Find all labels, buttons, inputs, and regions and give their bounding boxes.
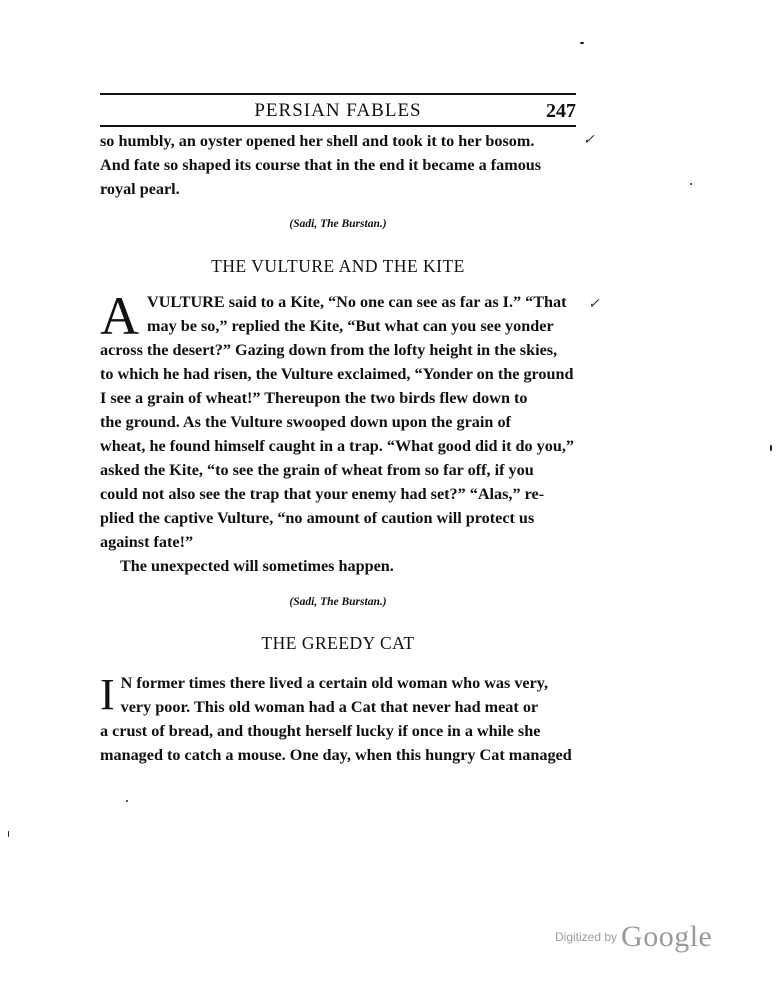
drop-cap: I	[100, 670, 115, 719]
text-line: across the desert?” Gazing down from the lofty height in the skies,	[100, 341, 558, 359]
scan-speck	[126, 800, 128, 802]
fable-title: THE VULTURE AND THE KITE	[211, 256, 465, 276]
google-logo: Google	[621, 920, 713, 953]
drop-cap: A	[100, 286, 139, 346]
scan-speck	[690, 183, 692, 185]
running-title: PERSIAN FABLES	[254, 100, 422, 121]
text-line: royal pearl.	[100, 180, 180, 198]
header-rule-bottom	[100, 125, 576, 127]
page-number: 247	[546, 100, 576, 122]
text-line: And fate so shaped its course that in the end it became a famous	[100, 156, 542, 174]
scan-speck	[8, 831, 9, 837]
scan-speck	[770, 445, 772, 451]
text-line: wheat, he found himself caught in a trap. “What good did it do you,”	[100, 437, 575, 455]
text-line: a crust of bread, and thought herself lucky if once in a while she	[100, 722, 541, 740]
pencil-check-mark: ✓	[583, 133, 595, 148]
text-line: to which he had risen, the Vulture exclaimed, “Yonder on the ground	[100, 365, 574, 383]
fable-text	[100, 286, 576, 578]
fable-title: THE GREEDY CAT	[261, 633, 415, 653]
text-line: I see a grain of wheat!” Thereupon the two birds flew down to	[100, 389, 528, 407]
citation: (Sadi, The Burstan.)	[289, 596, 387, 608]
pencil-check-mark: ✓	[588, 297, 600, 312]
text-line: could not also see the trap that your enemy had set?” “Alas,” re-	[100, 485, 545, 503]
header-rule-top	[100, 93, 576, 95]
text-line: against fate!”	[100, 533, 194, 551]
page-header	[100, 100, 576, 124]
scan-speck	[580, 42, 584, 44]
text-line: plied the captive Vulture, “no amount of caution will protect us	[100, 509, 535, 527]
watermark-prefix: Digitized by	[555, 930, 618, 944]
text-line: the ground. As the Vulture swooped down upon the grain of	[100, 413, 511, 431]
text-line: very poor. This old woman had a Cat that never had meat or	[120, 698, 539, 716]
text-line: N former times there lived a certain old woman who was very,	[120, 674, 549, 692]
carryover-paragraph	[100, 129, 576, 201]
moral-line: The unexpected will sometimes happen.	[120, 557, 394, 575]
fable-text	[100, 671, 576, 767]
digitized-watermark	[555, 920, 712, 954]
text-line: asked the Kite, “to see the grain of wheat from so far off, if you	[100, 461, 534, 479]
text-line: VULTURE said to a Kite, “No one can see as far as I.” “That	[147, 293, 567, 311]
text-line: so humbly, an oyster opened her shell and took it to her bosom.	[100, 132, 535, 150]
text-line: managed to catch a mouse. One day, when this hungry Cat managed	[100, 746, 572, 764]
citation: (Sadi, The Burstan.)	[289, 218, 387, 230]
text-line: may be so,” replied the Kite, “But what can you see yonder	[147, 317, 554, 335]
